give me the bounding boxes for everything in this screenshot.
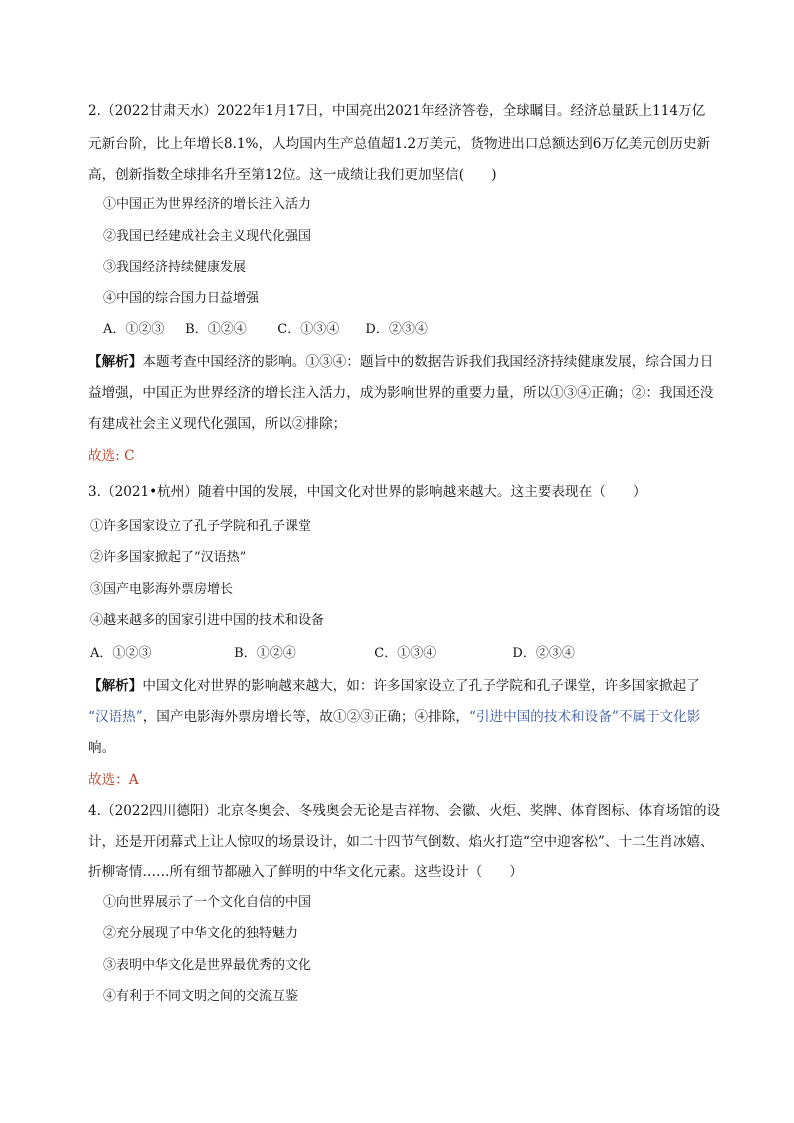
q3-answer-a: A．①②③ [90,646,152,661]
q4-option-2: ②充分展现了中华文化的独特魅力 [103,926,299,941]
q3-analysis-text-2: ，国产电影海外票房增长等，故①②③正确；④排除， [142,709,469,725]
q3-analysis-highlight-b: “引进中国的技术和设备”不属于文化影 [468,709,701,725]
q4-option-1: ①向世界展示了一个文化自信的中国 [103,895,312,910]
q4-option-3: ③表明中华文化是世界最优秀的文化 [103,958,312,973]
q4-stem-line-2: 计，还是开闭幕式上让人惊叹的场景设计，如二十四节气倒数、焰火打造“空中迎客松”、十二生肖冰嬉、 [88,834,714,850]
q3-option-4: ④越来越多的国家引进中国的技术和设备 [90,613,325,628]
q2-option-3: ③我国经济持续健康发展 [103,260,247,275]
q2-analysis-line-2: 益增强，中国正为世界经济的增长注入活力，成为影响世界的重要力量，所以①③④正确；②：我国还没 [88,385,714,401]
q2-selection: 故选: C [88,448,135,464]
q3-answer-d: D．②③④ [512,646,575,661]
q4-option-4: ④有利于不同文明之间的交流互鉴 [103,989,299,1004]
q2-answer-b: B．①②④ [185,322,247,337]
q2-stem-line-3: 高，创新指数全球排名升至第12位。这一成绩让我们更加坚信( ) [88,167,497,183]
q3-stem-line-1: 3.（2021•杭州）随着中国的发展，中国文化对世界的影响越来越大。这主要表现在（ ） [88,484,647,500]
q2-analysis-line-1 [88,352,713,372]
q3-answer-c: C．①③④ [374,646,437,661]
q2-stem-line-1: 2.（2022甘肃天水）2022年1月17日，中国亮出2021年经济答卷，全球瞩目。经济总量跃上114万亿 [88,103,706,119]
q2-answer-c: C．①③④ [277,322,340,337]
q3-option-3: ③国产电影海外票房增长 [90,582,234,597]
q2-answer-a: A．①②③ [103,322,165,337]
q3-answer-b: B．①②④ [234,646,296,661]
q3-answer-choices [90,644,575,664]
q3-analysis-line-2 [88,707,700,727]
q2-analysis-line-3: 有建成社会主义现代化强国，所以②排除； [88,416,347,432]
q4-stem-line-1: 4.（2022四川德阳）北京冬奥会、冬残奥会无论是吉祥物、会徽、火炬、奖牌、体育图标、体育场馆的设 [88,803,721,819]
q2-stem-line-2: 元新台阶，比上年增长8.1%，人均国内生产总值超1.2万美元，货物进出口总额达到6万亿美元创历史新 [88,136,711,152]
q3-analysis-line-1 [88,676,700,696]
q2-analysis-text-1: 本题考查中国经济的影响。①③④：题旨中的数据告诉我们我国经济持续健康发展，综合国力日 [142,354,714,370]
q3-analysis-text-1: 中国文化对世界的影响越来越大，如：许多国家设立了孔子学院和孔子课堂，许多国家掀起了 [142,678,700,694]
q2-answer-d: D．②③④ [365,322,428,337]
q3-selection: 故选：A [88,772,139,788]
q4-stem-line-3: 折柳寄情……所有细节都融入了鲜明的中华文化元素。这些设计（ ） [88,864,523,880]
q3-option-1: ①许多国家设立了孔子学院和孔子课堂 [90,519,312,534]
q2-option-2: ②我国已经建成社会主义现代化强国 [103,229,312,244]
q3-analysis-highlight-a: “汉语热” [88,709,143,725]
q3-analysis-tag: 【解析】 [88,678,143,694]
q2-answer-choices [103,320,428,340]
q2-analysis-tag: 【解析】 [88,354,143,370]
q3-option-2: ②许多国家掀起了“汉语热” [90,550,247,565]
q2-option-1: ①中国正为世界经济的增长注入活力 [103,197,312,212]
q3-analysis-line-3: 响。 [88,740,116,756]
q2-option-4: ④中国的综合国力日益增强 [103,291,260,306]
